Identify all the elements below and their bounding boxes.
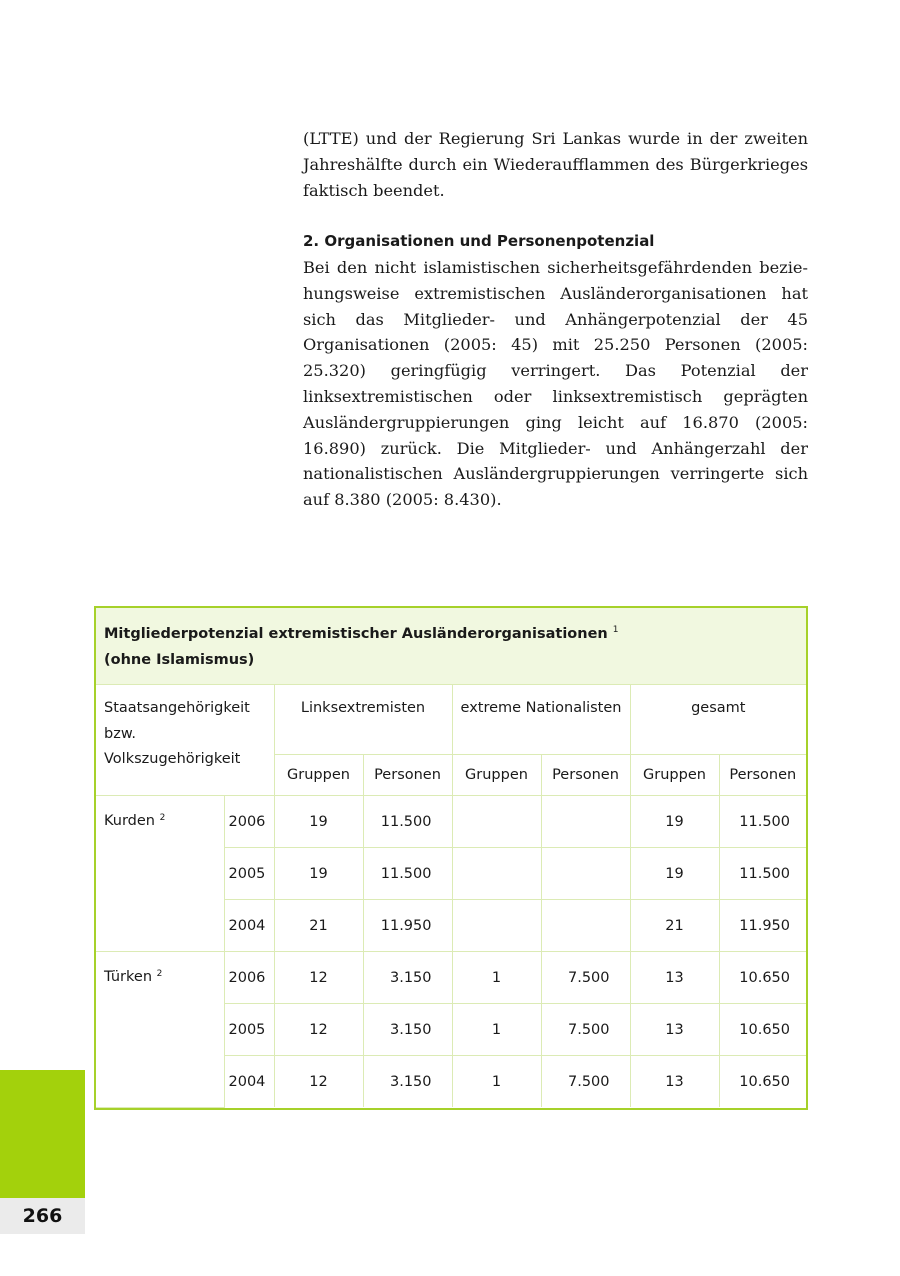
lx-gruppen-cell: 19 bbox=[274, 848, 363, 900]
membership-table bbox=[94, 606, 808, 1110]
year-cell: 2005 bbox=[224, 1004, 274, 1056]
year-cell: 2006 bbox=[224, 952, 274, 1004]
header-ges-personen: Personen bbox=[719, 755, 806, 796]
lx-gruppen-cell: 19 bbox=[274, 796, 363, 848]
lx-personen-cell: 11.500 bbox=[363, 796, 452, 848]
nation-tuerken: Türken $^2$ bbox=[96, 952, 224, 1108]
year-cell: 2005 bbox=[224, 848, 274, 900]
ges-personen-cell: 11.500 bbox=[719, 848, 806, 900]
ges-personen-cell: 10.650 bbox=[719, 1056, 806, 1108]
header-ges-gruppen: Gruppen bbox=[630, 755, 719, 796]
en-personen-cell: 7.500 bbox=[541, 1004, 630, 1056]
ges-personen-cell: 11.500 bbox=[719, 796, 806, 848]
header-extreme-nationalisten: extreme Nationalisten bbox=[452, 685, 630, 755]
en-gruppen-cell: 1 bbox=[452, 1056, 541, 1108]
ges-personen-cell: 10.650 bbox=[719, 1004, 806, 1056]
en-gruppen-cell bbox=[452, 796, 541, 848]
ges-personen-cell: 11.950 bbox=[719, 900, 806, 952]
lx-gruppen-cell: 12 bbox=[274, 1056, 363, 1108]
ges-gruppen-cell: 13 bbox=[630, 1004, 719, 1056]
en-gruppen-cell bbox=[452, 848, 541, 900]
en-personen-cell bbox=[541, 900, 630, 952]
ges-gruppen-cell: 19 bbox=[630, 796, 719, 848]
data-table bbox=[96, 685, 806, 1108]
ges-gruppen-cell: 13 bbox=[630, 1056, 719, 1108]
ges-personen-cell: 10.650 bbox=[719, 952, 806, 1004]
header-row-groups bbox=[96, 685, 806, 755]
header-lx-gruppen: Gruppen bbox=[274, 755, 363, 796]
en-personen-cell: 7.500 bbox=[541, 1056, 630, 1108]
header-en-personen: Personen bbox=[541, 755, 630, 796]
lx-personen-cell: 11.950 bbox=[363, 900, 452, 952]
page-number: 266 bbox=[0, 1198, 85, 1234]
table-row bbox=[96, 796, 806, 848]
header-linksextremisten: Linksextremisten bbox=[274, 685, 452, 755]
lx-personen-cell: 11.500 bbox=[363, 848, 452, 900]
ges-gruppen-cell: 21 bbox=[630, 900, 719, 952]
header-lx-personen: Personen bbox=[363, 755, 452, 796]
year-cell: 2006 bbox=[224, 796, 274, 848]
en-gruppen-cell: 1 bbox=[452, 952, 541, 1004]
body-text bbox=[303, 126, 808, 513]
section-paragraph: Bei den nicht islamistischen sicherheitsgefährdenden beziehungsweise extremistischen Ausländerorganisationen hat sich das Mitglieder- und Anhängerpotenzial der 45 Organisationen (2005: 45) mit 25.250 Personen (2005: 25.320) geringfügig verringert. Das Potenzial der linksextremistischen oder linksextremistisch geprägten Ausländergruppierungen ging leicht auf 16.870 (2005: 16.890) zurück. Die Mitglieder- und Anhängerzahl der nationalistischen Ausländergruppierungen verringerte sich auf 8.380 (2005: 8.430). bbox=[303, 257, 808, 510]
table-title-line1: Mitgliederpotenzial extremistischer Ausländerorganisationen bbox=[104, 626, 608, 642]
lx-personen-cell: 3.150 bbox=[363, 1004, 452, 1056]
header-gesamt: gesamt bbox=[630, 685, 806, 755]
table-title-footnote: 1 bbox=[612, 625, 619, 635]
nation-kurden: Kurden $^2$ bbox=[96, 796, 224, 952]
lx-gruppen-cell: 12 bbox=[274, 952, 363, 1004]
lx-gruppen-cell: 12 bbox=[274, 1004, 363, 1056]
table-row bbox=[96, 952, 806, 1004]
chapter-color-bar bbox=[0, 1070, 85, 1198]
header-en-gruppen: Gruppen bbox=[452, 755, 541, 796]
intro-paragraph: (LTTE) und der Regierung Sri Lankas wurde in der zweiten Jahreshälfte durch ein Wiederaufflammen des Bürgerkrieges faktisch beendet. bbox=[303, 129, 808, 200]
en-personen-cell bbox=[541, 796, 630, 848]
header-nationality: Staatsangehörigkeit bzw. Volkszugehörigkeit bbox=[96, 685, 274, 796]
en-gruppen-cell: 1 bbox=[452, 1004, 541, 1056]
year-cell: 2004 bbox=[224, 900, 274, 952]
lx-personen-cell: 3.150 bbox=[363, 952, 452, 1004]
section-heading: 2. Organisationen und Personenpotenzial bbox=[303, 232, 655, 251]
en-gruppen-cell bbox=[452, 900, 541, 952]
table-title bbox=[96, 608, 806, 685]
ges-gruppen-cell: 13 bbox=[630, 952, 719, 1004]
en-personen-cell: 7.500 bbox=[541, 952, 630, 1004]
en-personen-cell bbox=[541, 848, 630, 900]
lx-personen-cell: 3.150 bbox=[363, 1056, 452, 1108]
lx-gruppen-cell: 21 bbox=[274, 900, 363, 952]
ges-gruppen-cell: 19 bbox=[630, 848, 719, 900]
year-cell: 2004 bbox=[224, 1056, 274, 1108]
table-title-line2: (ohne Islamismus) bbox=[104, 652, 255, 668]
